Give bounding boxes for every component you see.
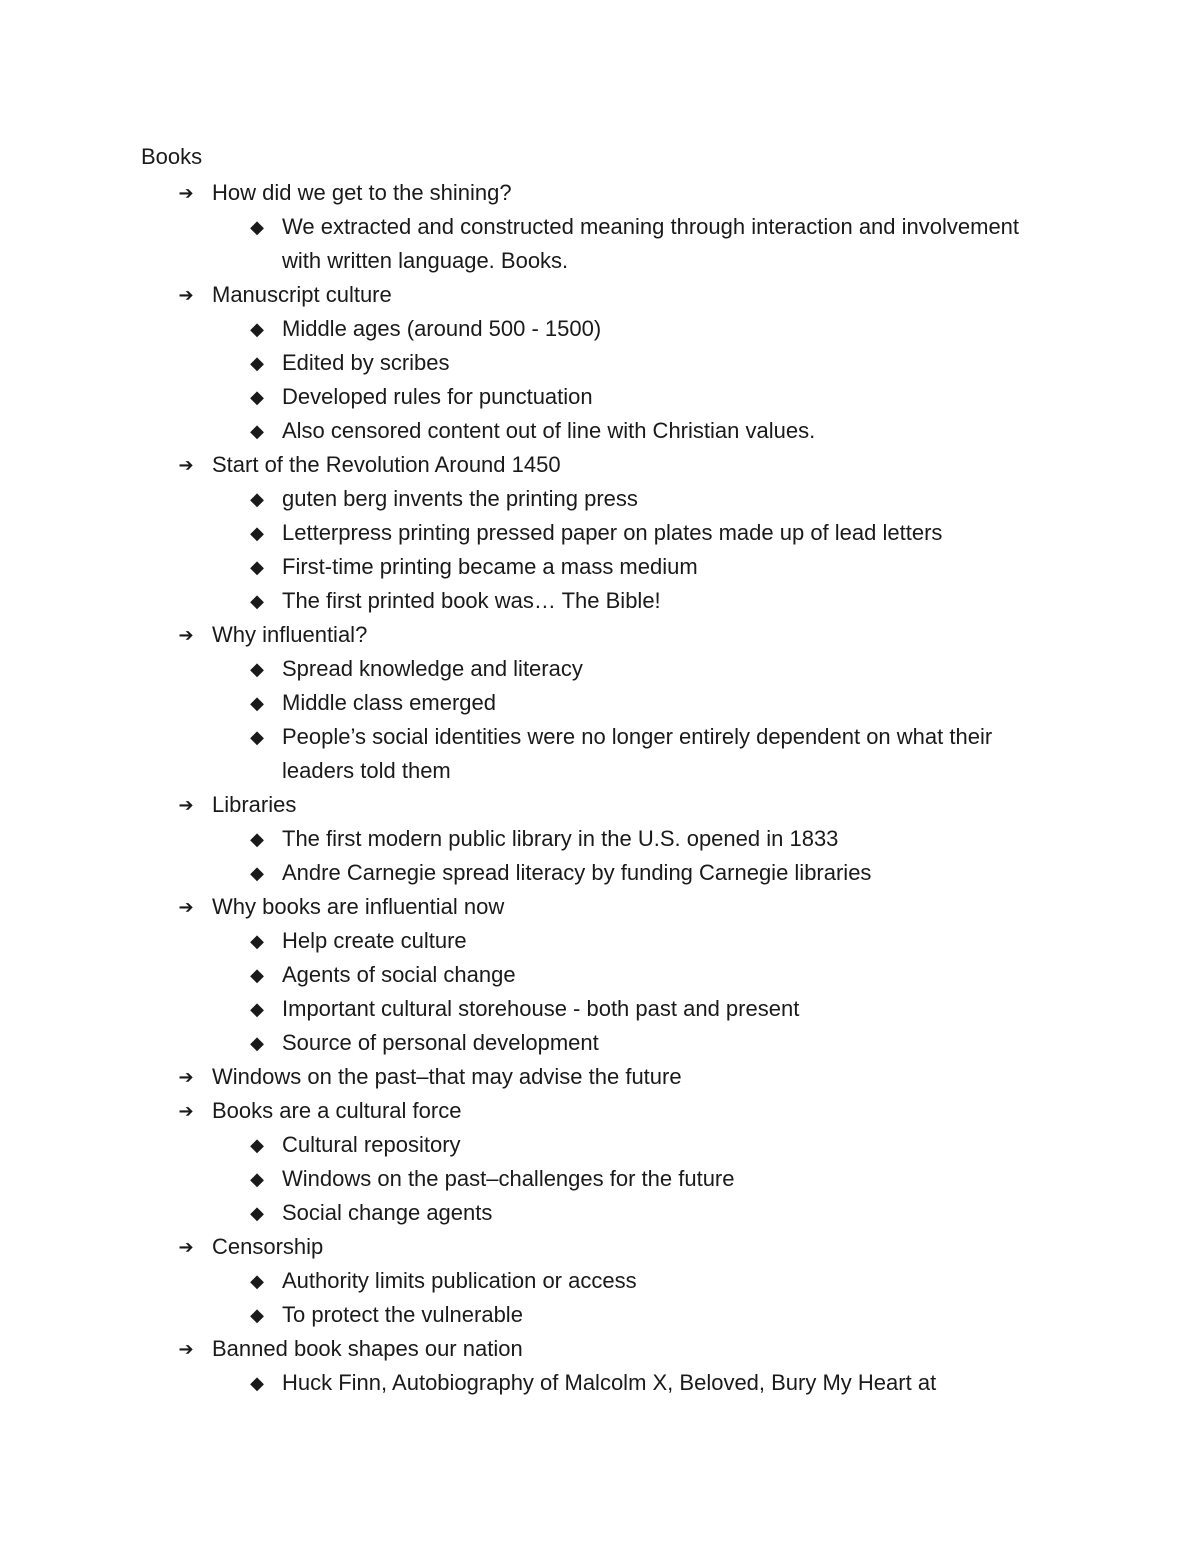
list-item — [0, 1162, 1200, 1196]
diamond-bullet-icon: ◆ — [250, 421, 264, 441]
list-item-text: Help create culture — [282, 928, 467, 953]
list-item — [0, 652, 1200, 686]
diamond-bullet-icon: ◆ — [250, 999, 264, 1019]
list-item — [0, 346, 1200, 380]
diamond-bullet-icon: ◆ — [250, 1305, 264, 1325]
sub-bullet-list — [0, 652, 1200, 788]
section-heading: Censorship — [212, 1234, 324, 1259]
diamond-bullet-icon: ◆ — [250, 1271, 264, 1291]
diamond-bullet-icon: ◆ — [250, 829, 264, 849]
section-heading-row — [0, 448, 1200, 482]
section-heading: How did we get to the shining? — [212, 180, 512, 205]
outline-section — [0, 176, 1200, 278]
arrow-right-icon: ➔ — [178, 897, 194, 917]
list-item-text: Cultural repository — [282, 1132, 461, 1157]
list-item — [0, 958, 1200, 992]
list-item-text: Letterpress printing pressed paper on plates made up of lead letters — [282, 520, 943, 545]
list-item — [0, 584, 1200, 618]
outline-section — [0, 788, 1200, 890]
sub-bullet-list — [0, 1128, 1200, 1230]
diamond-bullet-icon: ◆ — [250, 863, 264, 883]
list-item-text: Middle class emerged — [282, 690, 496, 715]
list-item-text: First-time printing became a mass medium — [282, 554, 698, 579]
arrow-right-icon: ➔ — [178, 285, 194, 305]
section-heading-row — [0, 788, 1200, 822]
list-item-text: guten berg invents the printing press — [282, 486, 638, 511]
list-item-text: Huck Finn, Autobiography of Malcolm X, Beloved, Bury My Heart at — [282, 1370, 937, 1395]
section-heading: Start of the Revolution Around 1450 — [212, 452, 561, 477]
list-item-text: Spread knowledge and literacy — [282, 656, 583, 681]
list-item — [0, 720, 1200, 788]
list-item — [0, 1298, 1200, 1332]
list-item — [0, 414, 1200, 448]
list-item-text: Developed rules for punctuation — [282, 384, 593, 409]
arrow-right-icon: ➔ — [178, 1101, 194, 1121]
list-item-text: People’s social identities were no longer entirely dependent on what their leaders told them — [282, 724, 993, 783]
arrow-right-icon: ➔ — [178, 183, 194, 203]
diamond-bullet-icon: ◆ — [250, 489, 264, 509]
outline-list — [0, 176, 1200, 1400]
section-heading: Banned book shapes our nation — [212, 1336, 523, 1361]
arrow-right-icon: ➔ — [178, 1067, 194, 1087]
diamond-bullet-icon: ◆ — [250, 1373, 264, 1393]
list-item — [0, 1026, 1200, 1060]
arrow-right-icon: ➔ — [178, 1237, 194, 1257]
section-heading: Manuscript culture — [212, 282, 392, 307]
sub-bullet-list — [0, 1264, 1200, 1332]
section-heading-row — [0, 1230, 1200, 1264]
list-item — [0, 1128, 1200, 1162]
sub-bullet-list — [0, 210, 1200, 278]
arrow-right-icon: ➔ — [178, 455, 194, 475]
list-item-text: Social change agents — [282, 1200, 493, 1225]
diamond-bullet-icon: ◆ — [250, 1169, 264, 1189]
outline-section — [0, 278, 1200, 448]
sub-bullet-list — [0, 1366, 1200, 1400]
outline-section — [0, 618, 1200, 788]
diamond-bullet-icon: ◆ — [250, 523, 264, 543]
diamond-bullet-icon: ◆ — [250, 557, 264, 577]
outline-section — [0, 448, 1200, 618]
diamond-bullet-icon: ◆ — [250, 965, 264, 985]
section-heading-row — [0, 1094, 1200, 1128]
list-item — [0, 924, 1200, 958]
diamond-bullet-icon: ◆ — [250, 591, 264, 611]
list-item — [0, 482, 1200, 516]
list-item — [0, 1196, 1200, 1230]
list-item-text: Edited by scribes — [282, 350, 450, 375]
diamond-bullet-icon: ◆ — [250, 1135, 264, 1155]
diamond-bullet-icon: ◆ — [250, 693, 264, 713]
list-item-text: To protect the vulnerable — [282, 1302, 523, 1327]
document-title: Books — [141, 144, 203, 169]
section-heading: Windows on the past–that may advise the future — [212, 1064, 682, 1089]
list-item — [0, 686, 1200, 720]
list-item — [0, 992, 1200, 1026]
outline-section — [0, 1332, 1200, 1400]
list-item-text: Authority limits publication or access — [282, 1268, 637, 1293]
section-heading-row — [0, 890, 1200, 924]
diamond-bullet-icon: ◆ — [250, 353, 264, 373]
sub-bullet-list — [0, 312, 1200, 448]
section-heading-row — [0, 618, 1200, 652]
sub-bullet-list — [0, 482, 1200, 618]
outline-section — [0, 1230, 1200, 1332]
list-item-text: The first printed book was… The Bible! — [282, 588, 661, 613]
list-item — [0, 210, 1200, 278]
list-item-text: Also censored content out of line with Christian values. — [282, 418, 816, 443]
diamond-bullet-icon: ◆ — [250, 1033, 264, 1053]
diamond-bullet-icon: ◆ — [250, 931, 264, 951]
diamond-bullet-icon: ◆ — [250, 319, 264, 339]
section-heading: Why books are influential now — [212, 894, 505, 919]
section-heading: Libraries — [212, 792, 297, 817]
section-heading: Books are a cultural force — [212, 1098, 462, 1123]
diamond-bullet-icon: ◆ — [250, 659, 264, 679]
list-item-text: Middle ages (around 500 - 1500) — [282, 316, 602, 341]
arrow-right-icon: ➔ — [178, 795, 194, 815]
sub-bullet-list — [0, 924, 1200, 1060]
section-heading-row — [0, 278, 1200, 312]
list-item — [0, 856, 1200, 890]
list-item-text: Source of personal development — [282, 1030, 599, 1055]
list-item-text: Agents of social change — [282, 962, 516, 987]
diamond-bullet-icon: ◆ — [250, 1203, 264, 1223]
outline-section — [0, 1060, 1200, 1094]
arrow-right-icon: ➔ — [178, 1339, 194, 1359]
sub-bullet-list — [0, 822, 1200, 890]
list-item-text: Windows on the past–challenges for the future — [282, 1166, 735, 1191]
list-item — [0, 1264, 1200, 1298]
outline-section — [0, 1094, 1200, 1230]
section-heading-row — [0, 1060, 1200, 1094]
section-heading: Why influential? — [212, 622, 368, 647]
arrow-right-icon: ➔ — [178, 625, 194, 645]
list-item — [0, 822, 1200, 856]
section-heading-row — [0, 1332, 1200, 1366]
list-item-text: The first modern public library in the U.S. opened in 1833 — [282, 826, 839, 851]
diamond-bullet-icon: ◆ — [250, 727, 264, 747]
list-item-text: Important cultural storehouse - both past and present — [282, 996, 800, 1021]
list-item — [0, 550, 1200, 584]
section-heading-row — [0, 176, 1200, 210]
list-item — [0, 516, 1200, 550]
list-item — [0, 1366, 1200, 1400]
diamond-bullet-icon: ◆ — [250, 217, 264, 237]
list-item — [0, 380, 1200, 414]
list-item-text: Andre Carnegie spread literacy by funding Carnegie libraries — [282, 860, 872, 885]
diamond-bullet-icon: ◆ — [250, 387, 264, 407]
outline-section — [0, 890, 1200, 1060]
list-item — [0, 312, 1200, 346]
list-item-text: We extracted and constructed meaning through interaction and involvement with written language. Books. — [282, 214, 1020, 273]
